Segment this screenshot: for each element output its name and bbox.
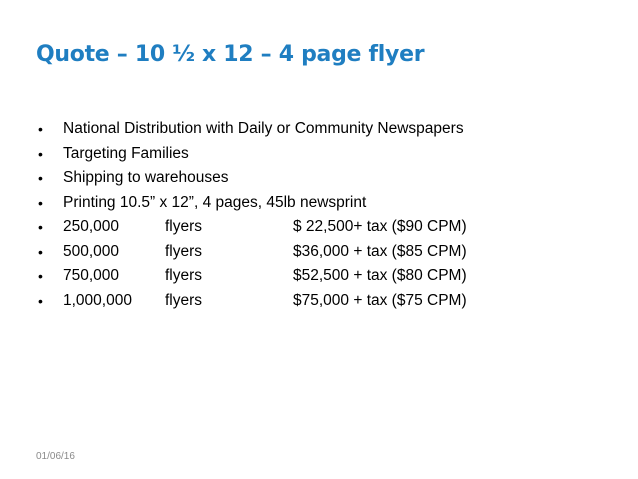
slide-date: 01/06/16 <box>36 451 75 462</box>
bullet-text: National Distribution with Daily or Community Newspapers <box>63 120 464 137</box>
pricing-unit: flyers <box>165 218 203 235</box>
pricing-price: $36,000 + tax ($85 CPM) <box>293 242 467 260</box>
bullet-text: Printing 10.5” x 12”, 4 pages, 45lb newsprint <box>63 193 367 211</box>
bullet-icon: • <box>38 219 43 235</box>
pricing-unit: flyers <box>165 242 203 260</box>
pricing-unit: flyers <box>165 267 203 284</box>
pricing-price: $75,000 + tax ($75 CPM) <box>293 291 467 309</box>
pricing-price: $52,500 + tax ($80 CPM) <box>293 267 467 284</box>
bullet-text: Shipping to warehouses <box>63 169 229 186</box>
bullet-icon: • <box>38 170 43 186</box>
bullet-icon: • <box>38 121 43 137</box>
pricing-quantity: 1,000,000 <box>63 291 132 309</box>
pricing-quantity: 250,000 <box>63 218 120 235</box>
bullet-icon: • <box>38 145 43 162</box>
bullet-text: Targeting Families <box>63 144 189 162</box>
bullet-icon: • <box>38 194 43 211</box>
pricing-price: $ 22,500+ tax ($90 CPM) <box>293 218 467 235</box>
slide-title: Quote – 10 ½ x 12 – 4 page flyer <box>36 42 425 67</box>
bullet-icon: • <box>38 243 43 260</box>
pricing-quantity: 750,000 <box>63 267 120 284</box>
bullet-icon: • <box>38 292 43 309</box>
pricing-quantity: 500,000 <box>63 242 120 260</box>
pricing-unit: flyers <box>165 291 203 309</box>
bullet-icon: • <box>38 268 43 284</box>
